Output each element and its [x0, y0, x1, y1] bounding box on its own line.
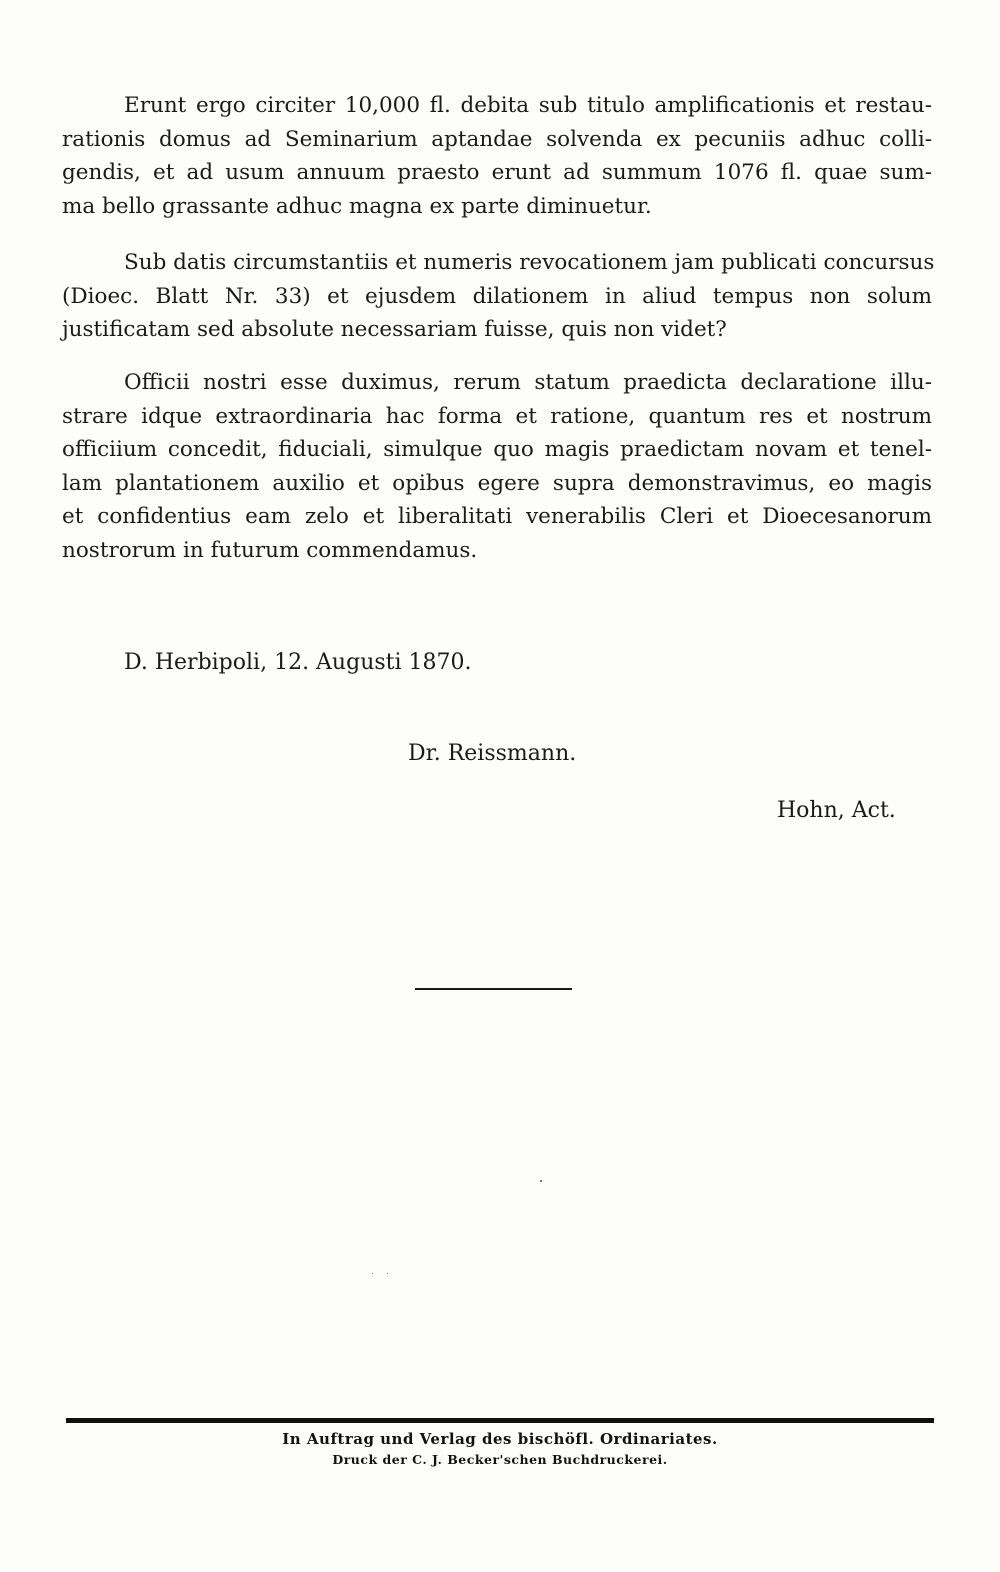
text-line: officiium concedit, fiduciali, simulque quo magis praedictam novam et tenel-: [62, 437, 932, 462]
text-line: Officii nostri esse duximus, rerum statum praedicta declaratione illu-: [124, 370, 932, 395]
footer-printer: Druck der C. J. Becker'schen Buchdruckerei.: [332, 1452, 668, 1467]
signature: Dr. Reissmann.: [408, 741, 577, 766]
paragraph-revocation: [62, 246, 935, 347]
paragraph-debts: [62, 89, 932, 223]
text-line: et confidentius eam zelo et liberalitati venerabilis Cleri et Dioecesanorum: [62, 504, 932, 529]
text-line: gendis, et ad usum annuum praesto erunt ad summum 1076 fl. quae sum-: [62, 160, 932, 185]
print-speck: [372, 1273, 373, 1274]
text-line: Erunt ergo circiter 10,000 fl. debita sub titulo amplificationis et restau-: [124, 93, 932, 118]
text-line: rationis domus ad Seminarium aptandae solvenda ex pecuniis adhuc colli-: [62, 126, 932, 152]
dateline: D. Herbipoli, 12. Augusti 1870.: [124, 650, 472, 675]
section-divider: [415, 988, 572, 990]
text-line: Sub datis circumstantiis et numeris revocationem jam publicati concursus: [124, 250, 935, 275]
actuary-signature: Hohn, Act.: [777, 798, 896, 823]
text-line: ma bello grassante adhuc magna ex parte diminuetur.: [62, 193, 652, 219]
text-line: (Dioec. Blatt Nr. 33) et ejusdem dilationem in aliud tempus non solum: [62, 283, 932, 309]
print-speck: [387, 1273, 388, 1274]
text-line: justificatam sed absolute necessariam fuisse, quis non videt?: [62, 317, 727, 342]
footer-rule: [66, 1418, 934, 1423]
text-line: strare idque extraordinaria hac forma et ratione, quantum res et nostrum: [62, 403, 932, 429]
text-line: lam plantationem auxilio et opibus egere supra demonstravimus, eo magis: [62, 470, 932, 496]
paragraph-declaration: [62, 366, 932, 567]
footer-publisher: In Auftrag und Verlag des bischöfl. Ordinariates.: [282, 1430, 718, 1448]
print-speck: [540, 1180, 542, 1182]
text-line: nostrorum in futurum commendamus.: [62, 537, 478, 563]
